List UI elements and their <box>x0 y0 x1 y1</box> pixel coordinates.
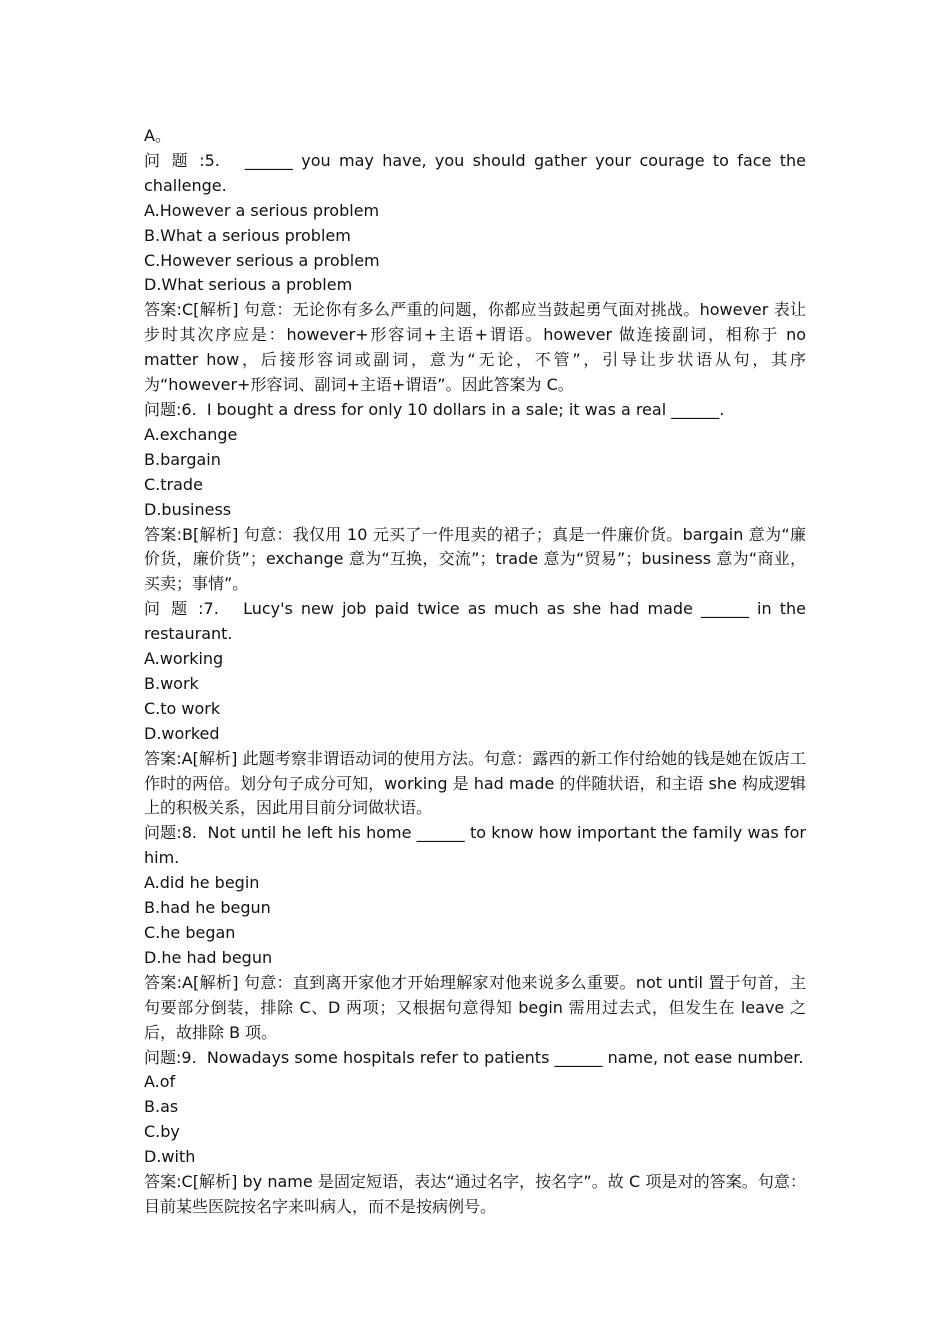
option-a: A.However a serious problem <box>144 200 380 220</box>
document-page <box>144 124 812 1220</box>
answer-explanation: 答案:C[解析] by name 是固定短语，表达“通过名字，按名字”。故 C 项是对的答案。句意：目前某些医院按名字来叫病人，而不是按病例号。 <box>144 1172 806 1216</box>
question-text: 问题:9. Nowadays some hospitals refer to patients ______ name, not ease number. <box>144 1047 804 1067</box>
option-a: A.working <box>144 649 224 669</box>
option-b: B.as <box>144 1097 179 1117</box>
option-c: C.trade <box>144 474 203 494</box>
question-text: 问 题 :7. Lucy's new job paid twice as much as she had made ______ in the restaurant. <box>144 599 812 644</box>
question-block-7 <box>144 597 812 821</box>
option-d: D.worked <box>144 723 220 743</box>
option-a: A.exchange <box>144 424 238 444</box>
option-c: C.However serious a problem <box>144 250 380 270</box>
question-block-6 <box>144 398 806 597</box>
option-a: A.did he begin <box>144 873 260 893</box>
option-a: A.of <box>144 1072 176 1092</box>
question-block-9 <box>144 1046 806 1220</box>
answer-explanation: 答案:C[解析] 句意：无论你有多么严重的问题，你都应当鼓起勇气面对挑战。however 表让步时其次序应是：however+形容词+主语+谓语。however 做连接副词，相称于 no matter how，后接形容词或副词，意为“无论，不管”，引导让步状语从句，其序为“however+形容词、副词+主语+谓语”。因此答案为 C。 <box>144 300 806 395</box>
option-c: C.he began <box>144 923 236 942</box>
option-b: B.had he begun <box>144 898 271 918</box>
option-b: B.work <box>144 673 199 693</box>
lead-text: A。 <box>144 126 171 145</box>
option-d: D.he had begun <box>144 947 273 967</box>
option-c: C.to work <box>144 698 221 718</box>
question-text: 问题:6. I bought a dress for only 10 dollars in a sale; it was a real ______. <box>144 399 725 419</box>
question-block-5 <box>144 149 812 398</box>
option-c: C.by <box>144 1122 180 1142</box>
question-text: 问题:8. Not until he left his home ______ to know how important the family was for him. <box>144 823 812 868</box>
option-b: B.What a serious problem <box>144 225 351 245</box>
answer-explanation: 答案:A[解析] 句意：直到离开家他才开始理解家对他来说多么重要。not until 置于句首，主句要部分倒装，排除 C、D 两项；又根据句意得知 begin 需用过去式，但发生在 leave 之后，故排除 B 项。 <box>144 972 806 1042</box>
option-d: D.business <box>144 499 232 519</box>
option-d: D.with <box>144 1147 196 1167</box>
answer-explanation: 答案:A[解析] 此题考察非谓语动词的使用方法。句意：露西的新工作付给她的钱是她在饭店工作时的两倍。划分句子成分可知，working 是 had made 的伴随状语，和主语 she 构成逻辑上的积极关系，因此用目前分词做状语。 <box>144 748 806 818</box>
option-b: B.bargain <box>144 449 221 469</box>
question-block-8 <box>144 821 812 1045</box>
option-d: D.What serious a problem <box>144 275 353 295</box>
question-text: 问 题 :5. ______ you may have, you should gather your courage to face the challenge. <box>144 150 812 195</box>
answer-explanation: 答案:B[解析] 句意：我仅用 10 元买了一件甩卖的裙子；真是一件廉价货。bargain 意为“廉价货，廉价货”；exchange 意为“互换，交流”；trade 意为“贸易”；business 意为“商业，买卖；事情”。 <box>144 524 806 594</box>
